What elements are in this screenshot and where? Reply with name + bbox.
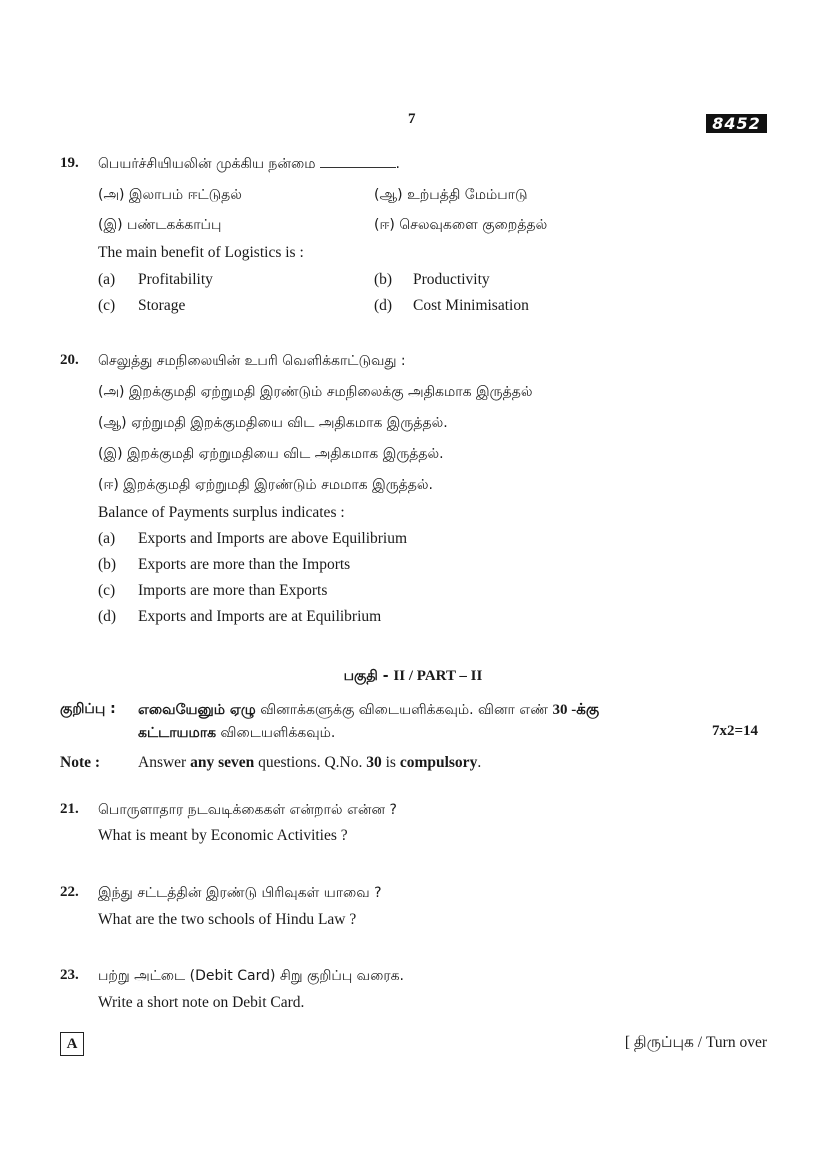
turn-over-note: [ திருப்புக / Turn over — [624, 1034, 767, 1051]
question-tamil — [98, 156, 400, 174]
section-heading-tamil: பகுதி - — [343, 668, 394, 684]
option-tamil-c: (இ) பண்டகக்காப்பு — [98, 217, 222, 233]
note-text-part: is — [381, 754, 400, 771]
option-label-d: (d) — [374, 297, 393, 314]
question-english: What are the two schools of Hindu Law ? — [98, 911, 357, 928]
option-text-c: Imports are more than Exports — [138, 582, 328, 599]
option-tamil-a: (அ) இறக்குமதி ஏற்றுமதி இரண்டும் சமநிலைக்கு அதிகமாக இருத்தல் — [98, 384, 533, 400]
question-number: 20. — [60, 352, 79, 368]
option-text-d: Cost Minimisation — [413, 297, 529, 314]
note-emphasis: 30 — [366, 754, 382, 771]
option-text-c: Storage — [138, 297, 186, 314]
note-emphasis: compulsory — [399, 754, 478, 771]
option-label-c: (c) — [98, 297, 116, 314]
question-english: Balance of Payments surplus indicates : — [98, 504, 345, 521]
tamil-note-line-2 — [138, 725, 335, 743]
note-text — [138, 754, 481, 772]
option-text-a: Profitability — [138, 271, 213, 288]
option-text-d: Exports and Imports are at Equilibrium — [138, 608, 382, 625]
question-tamil: பொருளாதார நடவடிக்கைகள் என்றால் என்ன ? — [98, 802, 397, 818]
section-heading-english: II / PART – II — [393, 668, 483, 684]
tamil-note-line-1 — [138, 701, 599, 720]
question-tamil-text: பெயர்ச்சியியலின் முக்கிய நன்மை — [98, 156, 316, 172]
tamil-note-emphasis: எவையேனும் ஏழு — [138, 702, 256, 718]
option-tamil-b: (ஆ) உற்பத்தி மேம்பாடு — [374, 187, 528, 203]
answer-blank — [320, 167, 396, 168]
question-number: 21. — [60, 801, 79, 817]
question-tamil: பற்று அட்டை (Debit Card) சிறு குறிப்பு வரைக. — [98, 968, 404, 984]
question-tamil: இந்து சட்டத்தின் இரண்டு பிரிவுகள் யாவை ? — [98, 885, 382, 901]
question-number: 22. — [60, 884, 79, 900]
marks-allocation: 7x2=14 — [712, 723, 759, 739]
option-tamil-b: (ஆ) ஏற்றுமதி இறக்குமதியை விட அதிகமாக இருத்தல். — [98, 415, 448, 431]
option-label-a: (a) — [98, 530, 116, 547]
note-text-part: . — [477, 754, 482, 771]
option-label-c: (c) — [98, 582, 116, 599]
option-label-d: (d) — [98, 608, 117, 625]
question-tamil: செலுத்து சமநிலையின் உபரி வெளிக்காட்டுவது : — [98, 353, 406, 369]
tamil-note-qnum: 30 -க்கு — [552, 702, 600, 718]
option-tamil-d: (ஈ) இறக்குமதி ஏற்றுமதி இரண்டும் சமமாக இருத்தல். — [98, 477, 433, 493]
question-english: What is meant by Economic Activities ? — [98, 827, 348, 844]
note-text-part: Answer — [138, 754, 191, 771]
tamil-note-text: வினாக்களுக்கு விடையளிக்கவும். வினா எண் — [255, 702, 553, 718]
note-label: Note : — [60, 754, 101, 771]
note-emphasis: any seven — [190, 754, 255, 771]
option-tamil-d: (ஈ) செலவுகளை குறைத்தல் — [374, 217, 548, 233]
section-heading — [0, 667, 826, 686]
tamil-note-emphasis: கட்டாயமாக — [138, 725, 217, 741]
option-tamil-a: (அ) இலாபம் ஈட்டுதல் — [98, 187, 242, 203]
question-english: The main benefit of Logistics is : — [98, 244, 304, 261]
question-english: Write a short note on Debit Card. — [98, 994, 305, 1011]
question-number: 19. — [60, 155, 79, 171]
question-tamil-end: . — [395, 156, 400, 172]
paper-code-badge: 8452 — [706, 114, 767, 133]
option-label-a: (a) — [98, 271, 116, 288]
question-number: 23. — [60, 967, 79, 983]
option-text-a: Exports and Imports are above Equilibrium — [138, 530, 408, 547]
series-box: A — [60, 1032, 84, 1056]
option-label-b: (b) — [374, 271, 393, 288]
tamil-note-text: விடையளிக்கவும். — [216, 725, 336, 741]
page-number: 7 — [408, 111, 416, 127]
option-label-b: (b) — [98, 556, 117, 573]
note-text-part: questions. Q.No. — [254, 754, 367, 771]
option-tamil-c: (இ) இறக்குமதி ஏற்றுமதியை விட அதிகமாக இருத்தல். — [98, 446, 444, 462]
tamil-note-label: குறிப்பு : — [60, 701, 116, 717]
option-text-b: Productivity — [413, 271, 490, 288]
option-text-b: Exports are more than the Imports — [138, 556, 351, 573]
